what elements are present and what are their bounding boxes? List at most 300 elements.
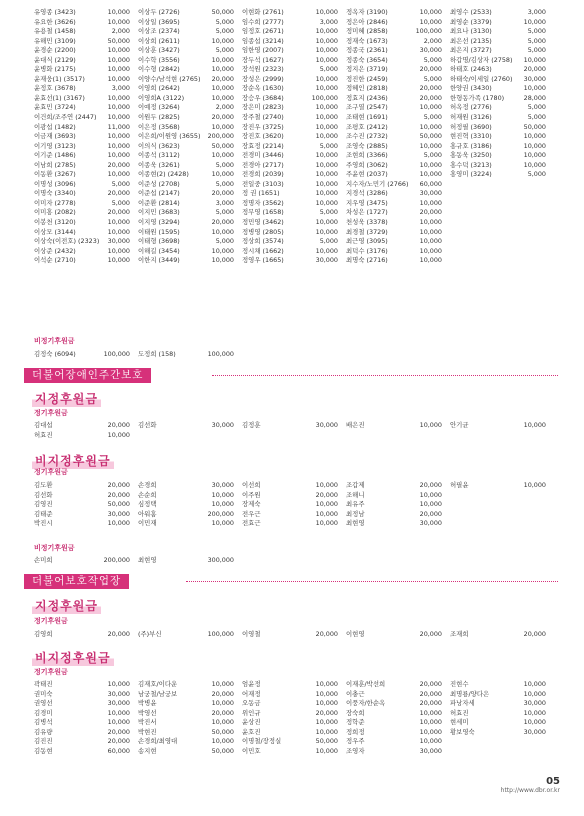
- donor-name: 윤경순 (2200): [34, 46, 76, 55]
- donor-entry: [450, 247, 554, 257]
- donor-entry: [450, 421, 554, 431]
- donor-entry: [450, 256, 554, 266]
- donor-name: 정재숙 (1673): [346, 36, 388, 45]
- donation-amount: 10,000: [419, 737, 442, 746]
- donor-entry: [346, 189, 450, 199]
- donor-name: 전경희 (2039): [242, 170, 284, 179]
- donation-amount: 60,000: [419, 179, 442, 188]
- donor-entry: [138, 170, 242, 180]
- website-url[interactable]: http://www.dbr.or.kr: [500, 787, 560, 794]
- donor-name: 허효진: [34, 430, 53, 439]
- donor-name: 유용철 (1458): [34, 27, 76, 36]
- donor-entry: [138, 208, 242, 218]
- donor-entry: [242, 103, 346, 113]
- donor-name: 김선화: [34, 490, 53, 499]
- donor-name: 차성은 (1727): [346, 208, 388, 217]
- donation-amount: 10,000: [315, 113, 338, 122]
- donation-amount: 10,000: [315, 189, 338, 198]
- donor-name: 김동현: [34, 746, 53, 755]
- donor-entry: [34, 18, 138, 28]
- donor-name: 정영우 (1665): [242, 256, 284, 265]
- donor-entry: [450, 718, 554, 728]
- donor-name: 정우주: [346, 737, 365, 746]
- donation-amount: 10,000: [419, 237, 442, 246]
- donor-entry: [346, 208, 450, 218]
- donor-name: 이명철/장정실: [242, 737, 282, 746]
- donor-name: 이상조 (2374): [138, 27, 180, 36]
- donor-entry: [138, 142, 242, 152]
- donation-amount: 10,000: [211, 122, 234, 131]
- donation-amount: 10,000: [315, 27, 338, 36]
- donor-list-1b: [34, 350, 554, 360]
- donor-name: 장진호 (3620): [242, 132, 284, 141]
- donor-name: 천성욱 (3378): [346, 218, 388, 227]
- donation-amount: 5,000: [215, 160, 234, 169]
- donor-name: 남궁철/남궁보: [138, 689, 178, 698]
- donation-amount: 10,000: [419, 170, 442, 179]
- donor-name: 전우근: [242, 509, 261, 518]
- donor-entry: [34, 718, 138, 728]
- donor-entry: [450, 737, 554, 747]
- donation-amount: 20,000: [419, 630, 442, 638]
- donation-amount: 10,000: [107, 718, 130, 727]
- donor-entry: [346, 421, 450, 431]
- donation-amount: 10,000: [107, 113, 130, 122]
- donor-entry: [242, 94, 346, 104]
- donation-amount: 10,000: [315, 481, 338, 489]
- donor-entry: [242, 132, 346, 142]
- donor-entry: [346, 247, 450, 257]
- donor-name: 하태호 (2463): [450, 65, 492, 74]
- donor-entry: [242, 228, 346, 238]
- donor-entry: [138, 737, 242, 747]
- donor-entry: [346, 199, 450, 209]
- donation-amount: 10,000: [107, 218, 130, 227]
- donation-amount: 20,000: [523, 630, 546, 638]
- donation-amount: 20,000: [211, 689, 234, 698]
- donor-name: 임한영 (2007): [242, 46, 284, 55]
- donor-entry: [346, 151, 450, 161]
- donor-name: 윤호진: [242, 727, 261, 736]
- donation-amount: 3,000: [319, 17, 338, 26]
- donor-entry: [346, 709, 450, 719]
- donor-name: 이영희A (3122): [138, 93, 185, 102]
- donor-name: 이상두 (2726): [138, 8, 180, 16]
- donation-amount: 30,000: [211, 481, 234, 489]
- donor-entry: [346, 103, 450, 113]
- donation-amount: 10,000: [523, 481, 546, 489]
- donation-amount: 100,000: [103, 350, 130, 358]
- donor-entry: [346, 94, 450, 104]
- donor-entry: [34, 699, 138, 709]
- donor-entry: [138, 113, 242, 123]
- donor-entry: [242, 37, 346, 47]
- donor-name: 윤효선(1) (3167): [34, 93, 85, 102]
- donor-entry: [450, 709, 554, 719]
- donor-name: 정진한 (2459): [346, 74, 388, 83]
- donation-amount: 20,000: [211, 74, 234, 83]
- donation-amount: 3,000: [527, 8, 546, 16]
- donor-name: 정희정: [346, 727, 365, 736]
- donor-entry: [450, 228, 554, 238]
- donation-amount: 3,000: [215, 198, 234, 207]
- donor-name: 유영종 (3423): [34, 8, 76, 16]
- donor-name: 장효정 (2214): [242, 141, 284, 150]
- donor-name: 이기영 (3123): [34, 141, 76, 150]
- donation-amount: 50,000: [315, 737, 338, 746]
- donation-amount: 30,000: [523, 727, 546, 736]
- donor-entry: [346, 218, 450, 228]
- donor-entry: [138, 132, 242, 142]
- donor-entry: [138, 556, 242, 566]
- donor-entry: [34, 65, 138, 75]
- donor-entry: [242, 237, 346, 247]
- donation-amount: 5,000: [527, 36, 546, 45]
- donor-name: 이준성 (2708): [138, 179, 180, 188]
- donor-entry: [450, 161, 554, 171]
- donation-amount: 10,000: [419, 500, 442, 509]
- donor-name: 이주원: [242, 490, 261, 499]
- donor-name: 이영철: [242, 630, 261, 638]
- donor-name: 이수학 (3556): [138, 55, 180, 64]
- donor-entry: [34, 690, 138, 700]
- donor-entry: [34, 481, 138, 491]
- donation-amount: 10,000: [419, 122, 442, 131]
- donor-name: 조태현 (1691): [346, 113, 388, 122]
- donor-name: 이지민 (3683): [138, 208, 180, 217]
- donation-amount: 20,000: [107, 630, 130, 638]
- donor-name: 허필윤: [450, 481, 469, 489]
- donor-name: 이건희/조주연 (2447): [34, 113, 97, 122]
- donation-amount: 10,000: [419, 141, 442, 150]
- donor-entry: [450, 75, 554, 85]
- donor-entry: [450, 46, 554, 56]
- donation-amount: 10,000: [211, 151, 234, 160]
- donor-list-2c: [34, 556, 554, 566]
- donor-entry: [346, 519, 450, 529]
- donor-entry: [242, 27, 346, 37]
- donor-name: 최현영: [138, 556, 157, 564]
- donor-entry: [138, 421, 242, 431]
- donor-entry: [34, 170, 138, 180]
- donation-amount: 10,000: [107, 519, 130, 528]
- donor-name: 허정필 (3690): [450, 122, 492, 131]
- donation-amount: 50,000: [211, 746, 234, 755]
- donor-entry: [450, 630, 554, 640]
- donor-entry: [242, 170, 346, 180]
- donor-name: 위인규: [242, 708, 261, 717]
- donation-amount: 200,000: [207, 509, 234, 518]
- donor-name: 주윤현 (2037): [346, 170, 388, 179]
- donor-name: 이풍자/한순옥: [346, 699, 386, 708]
- page-footer: [501, 776, 560, 794]
- donor-entry: [242, 709, 346, 719]
- donor-name: 이상희 (2611): [138, 36, 180, 45]
- donor-name: 윤상진: [242, 718, 261, 727]
- donor-name: 이선희: [242, 481, 261, 489]
- donor-name: 황보영숙: [450, 727, 475, 736]
- donor-entry: [450, 123, 554, 133]
- donor-name: 유해민 (3109): [34, 36, 76, 45]
- donation-amount: 10,000: [211, 718, 234, 727]
- donation-amount: 3,000: [111, 84, 130, 93]
- donation-amount: 50,000: [211, 727, 234, 736]
- donor-entry: [450, 728, 554, 738]
- donor-name: 윤재웅(1) (3517): [34, 74, 85, 83]
- donor-name: 전경미 (3446): [242, 151, 284, 160]
- donor-name: 이충근: [346, 689, 365, 698]
- donation-amount: 10,000: [315, 160, 338, 169]
- donation-amount: 10,000: [523, 421, 546, 429]
- donor-name: 최근영 (3095): [346, 237, 388, 246]
- donation-amount: 5,000: [319, 237, 338, 246]
- donation-amount: 50,000: [107, 500, 130, 509]
- donor-entry: [242, 84, 346, 94]
- donor-name: 장두석 (1627): [242, 55, 284, 64]
- donor-entry: [138, 218, 242, 228]
- donor-entry: [138, 728, 242, 738]
- donor-entry: [34, 728, 138, 738]
- donor-entry: [450, 431, 554, 441]
- donor-entry: [242, 65, 346, 75]
- donor-entry: [450, 699, 554, 709]
- donor-name: 이태형 (3698): [138, 237, 180, 246]
- donor-name: 이민호: [242, 746, 261, 755]
- donor-name: 이미홍 (2082): [34, 208, 76, 217]
- donor-entry: [138, 75, 242, 85]
- donor-name: 조영자: [346, 746, 365, 755]
- donation-amount: 10,000: [107, 103, 130, 112]
- donor-name: 이현화 (2761): [242, 8, 284, 16]
- donor-list-3a: [34, 630, 554, 640]
- donor-entry: [346, 491, 450, 501]
- donor-name: 정효지 (2436): [346, 93, 388, 102]
- donor-name: 김영진: [34, 500, 53, 509]
- donor-name: 박현진: [138, 727, 157, 736]
- donor-name: 이광섭 (1482): [34, 122, 76, 131]
- donor-entry: [450, 142, 554, 152]
- donation-amount: 30,000: [211, 421, 234, 429]
- donor-entry: [242, 123, 346, 133]
- donor-entry: [346, 27, 450, 37]
- donation-amount: 10,000: [315, 727, 338, 736]
- donor-name: 어재정: [242, 689, 261, 698]
- donation-amount: 20,000: [523, 65, 546, 74]
- donor-entry: [34, 491, 138, 501]
- donation-amount: 10,000: [419, 218, 442, 227]
- donor-name: 이석순 (2710): [34, 256, 76, 265]
- donation-amount: 50,000: [419, 132, 442, 141]
- donation-amount: 10,000: [315, 509, 338, 518]
- donor-entry: [34, 37, 138, 47]
- donation-amount: 2,000: [215, 103, 234, 112]
- donation-amount: 5,000: [527, 46, 546, 55]
- donation-amount: 100,000: [311, 93, 338, 102]
- donation-amount: 5,000: [423, 55, 442, 64]
- donation-amount: 2,000: [111, 27, 130, 36]
- donation-amount: 10,000: [211, 490, 234, 499]
- donation-amount: 10,000: [211, 93, 234, 102]
- donation-amount: 30,000: [419, 189, 442, 198]
- donor-entry: [138, 690, 242, 700]
- donor-entry: [450, 103, 554, 113]
- section-title-undesignated: 비지정후원금: [32, 649, 114, 666]
- donation-amount: 10,000: [107, 680, 130, 688]
- donation-amount: 10,000: [419, 727, 442, 736]
- donation-amount: 5,000: [527, 113, 546, 122]
- donor-name: 정병영 (2805): [242, 227, 284, 236]
- donor-entry: [138, 747, 242, 757]
- donor-list-2a: [34, 421, 554, 440]
- donor-name: 윤정호 (3678): [34, 84, 76, 93]
- donor-name: 지수자/노민기 (2766): [346, 179, 409, 188]
- donor-name: 윤대식 (2129): [34, 55, 76, 64]
- donor-name: 이동환 (3267): [34, 170, 76, 179]
- donor-name: 이상일 (3695): [138, 17, 180, 26]
- donor-name: 김선화: [138, 421, 157, 429]
- donor-entry: [346, 75, 450, 85]
- donor-name: 장숙희: [346, 708, 365, 717]
- donor-entry: [346, 690, 450, 700]
- donation-amount: 30,000: [107, 699, 130, 708]
- donor-entry: [242, 737, 346, 747]
- donor-name: 장순옥 (1630): [242, 84, 284, 93]
- donation-amount: 10,000: [211, 36, 234, 45]
- donor-name: 이상훈 (3427): [138, 46, 180, 55]
- donation-amount: 10,000: [419, 718, 442, 727]
- donor-name: 이준환 (2814): [138, 198, 180, 207]
- donor-entry: [242, 421, 346, 431]
- donor-name: 김유량: [34, 727, 53, 736]
- donor-name: 최정남: [346, 509, 365, 518]
- donor-name: 이재훈/박선희: [346, 680, 386, 688]
- donor-name: 주영희 (3062): [346, 160, 388, 169]
- donor-entry: [450, 18, 554, 28]
- donation-amount: 10,000: [315, 680, 338, 688]
- donation-amount: 20,000: [419, 481, 442, 489]
- donation-amount: 10,000: [107, 170, 130, 179]
- section-title-designated: 지정후원금: [32, 597, 101, 614]
- subheading-regular: 정기후원금: [34, 468, 68, 476]
- section-title-designated: 지정후원금: [32, 390, 101, 407]
- donor-entry: [34, 630, 138, 640]
- donor-entry: [34, 56, 138, 66]
- donation-amount: 10,000: [315, 198, 338, 207]
- donor-entry: [450, 519, 554, 529]
- donation-amount: 300,000: [207, 556, 234, 564]
- donor-entry: [138, 630, 242, 640]
- donor-entry: [138, 510, 242, 520]
- donation-amount: 30,000: [315, 256, 338, 265]
- donor-entry: [242, 256, 346, 266]
- donation-amount: 10,000: [419, 198, 442, 207]
- donor-entry: [346, 142, 450, 152]
- donor-name: 정종숙 (3654): [346, 55, 388, 64]
- donor-name: 이양수/남석현 (2765): [138, 74, 201, 83]
- donation-amount: 10,000: [315, 500, 338, 509]
- subheading-regular: 정기후원금: [34, 668, 68, 676]
- donation-amount: 30,000: [419, 519, 442, 528]
- donation-amount: 20,000: [107, 737, 130, 746]
- donor-name: 전일중 (3103): [242, 179, 284, 188]
- donor-entry: [450, 170, 554, 180]
- donor-entry: [450, 237, 554, 247]
- donor-entry: [34, 218, 138, 228]
- donor-entry: [450, 481, 554, 491]
- donor-entry: [34, 75, 138, 85]
- donation-amount: 10,000: [107, 93, 130, 102]
- donation-amount: 10,000: [315, 55, 338, 64]
- donor-name: 이상숙(이전호) (2323): [34, 237, 100, 246]
- donor-name: 임정호 (2671): [242, 27, 284, 36]
- donor-entry: [242, 680, 346, 690]
- donation-amount: 10,000: [315, 689, 338, 698]
- donor-name: 이태원 (1595): [138, 227, 180, 236]
- donor-name: 손경희/최영대: [138, 737, 178, 746]
- donation-amount: 10,000: [107, 708, 130, 717]
- donor-name: 최유주: [346, 500, 365, 509]
- donor-entry: [346, 481, 450, 491]
- donor-entry: [242, 519, 346, 529]
- donation-amount: 100,000: [207, 350, 234, 358]
- donor-entry: [138, 151, 242, 161]
- subheading-regular: 정기후원금: [34, 617, 68, 625]
- donor-entry: [242, 151, 346, 161]
- donor-name: 이봉천 (3120): [34, 218, 76, 227]
- page-number: 05: [546, 776, 560, 787]
- donor-entry: [450, 84, 554, 94]
- donor-name: 이의식 (3623): [138, 141, 180, 150]
- donor-name: 지우영 (3475): [346, 198, 388, 207]
- donation-amount: 2,000: [423, 36, 442, 45]
- donation-amount: 10,000: [107, 46, 130, 55]
- donor-name: 한양권 (3430): [450, 84, 492, 93]
- donor-entry: [138, 500, 242, 510]
- donation-amount: 20,000: [211, 113, 234, 122]
- donor-entry: [34, 180, 138, 190]
- donor-entry: [34, 228, 138, 238]
- donor-name: 장석원 (2323): [242, 65, 284, 74]
- donation-amount: 10,000: [211, 170, 234, 179]
- donor-name: 정은아 (2846): [346, 17, 388, 26]
- donor-name: 최현영: [346, 519, 365, 528]
- donor-name: 홍규호 (3186): [450, 141, 492, 150]
- donation-amount: 11,000: [107, 122, 130, 131]
- donation-amount: 5,000: [423, 74, 442, 83]
- donor-name: 정미혜 (2858): [346, 27, 388, 36]
- donor-name: 윤병화 (2175): [34, 65, 76, 74]
- donor-entry: [138, 189, 242, 199]
- dotted-divider: [212, 375, 558, 376]
- donation-amount: 10,000: [107, 65, 130, 74]
- donation-amount: 20,000: [419, 509, 442, 518]
- donor-entry: [450, 65, 554, 75]
- donor-name: 조재희: [450, 630, 469, 638]
- donor-name: 정무영 (1658): [242, 208, 284, 217]
- donor-name: 홍영미 (3224): [450, 170, 492, 179]
- donation-amount: 10,000: [419, 421, 442, 429]
- donor-entry: [450, 8, 554, 18]
- donation-amount: 10,000: [523, 718, 546, 727]
- donor-entry: [450, 151, 554, 161]
- donor-entry: [450, 208, 554, 218]
- donor-entry: [242, 699, 346, 709]
- donor-name: 엄윤정: [242, 680, 261, 688]
- donor-entry: [242, 718, 346, 728]
- donation-amount: 10,000: [419, 708, 442, 717]
- donor-entry: [450, 510, 554, 520]
- donation-amount: 10,000: [107, 430, 130, 439]
